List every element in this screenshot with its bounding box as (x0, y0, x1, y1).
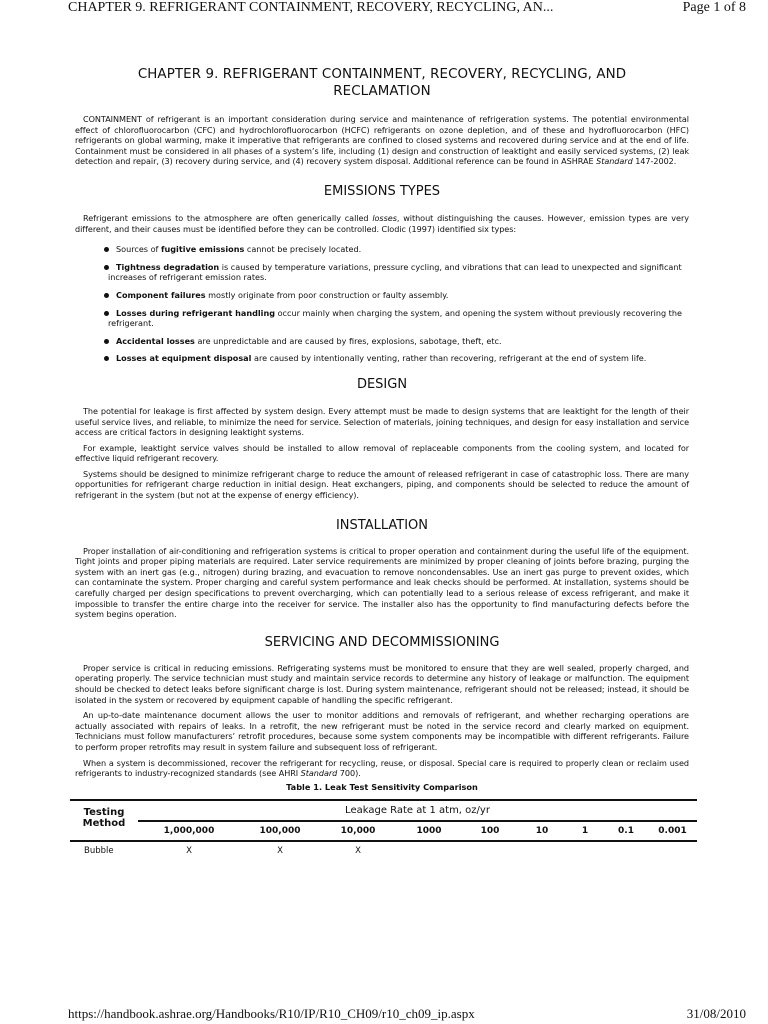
emission-types-list (75, 244, 689, 364)
chapter-title-line2: RECLAMATION (333, 84, 431, 99)
chapter-title (75, 66, 689, 100)
print-header (68, 0, 746, 18)
servicing-heading: SERVICING AND DECOMMISSIONING (264, 634, 500, 650)
testing-method-header: Testing Method (82, 806, 126, 829)
design-heading: DESIGN (356, 376, 408, 392)
emission-type-item: Losses at equipment disposal are caused by intentionally venting, rather than recovering, refrigerant at the end of system life. (75, 353, 689, 364)
leakage-rate-header: Leakage Rate at 1 atm, oz/yr (138, 800, 697, 821)
sensitivity-cell: X (186, 846, 192, 857)
table-row (70, 841, 697, 861)
design-paragraph-1: The potential for leakage is first affected by system design. Every attempt must be made to design systems that are leaktight for the length of their useful service lives, and reliable, to minimize the need for service. Selection of materials, joining techniques, and design for easy installation and service access are critical factors in designing leaktight systems. (75, 405, 689, 438)
bullet-icon (104, 247, 109, 252)
table-title: Table 1. Leak Test Sensitivity Comparison (286, 781, 478, 792)
chapter-title-line1: CHAPTER 9. REFRIGERANT CONTAINMENT, RECOVERY, RECYCLING, AND (137, 67, 627, 82)
bullet-icon (104, 339, 109, 344)
sensitivity-cell: X (277, 846, 283, 857)
bullet-icon (104, 293, 109, 298)
intro-paragraph: CONTAINMENT of refrigerant is an important consideration during service and maintenance of refrigeration systems. The potential environmental effect of chlorofluorocarbon (CFC) and hydrochlorofluorocarbon (HCFC) refrigerants on ozone depletion, and of these and hydrofluorocarbon (HFC) refrigerants on global warming, make it imperative that refrigerants are confined to closed systems and recovered during service and at the end of life. Containment must be considered in all phases of a system’s life, including (1) design and construction of leaktight and easily serviced systems, (2) leak detection and repair, (3) recovery during service, and (4) recovery system disposal. Additional reference can be found in ASHRAE Standard 147-2002. (75, 114, 689, 167)
bullet-icon (104, 311, 109, 316)
servicing-paragraph-3: When a system is decommissioned, recover the refrigerant for recycling, reuse, or disposal. Special care is required to properly clean or reclaim used refrigerants to industry-recognized standards (see AHRI Standard 700). (75, 757, 689, 779)
leakage-rate-column-header: 10 (535, 825, 549, 836)
sensitivity-cell (604, 841, 648, 861)
servicing-paragraph-2: An up-to-date maintenance document allows the user to monitor additions and removals of refrigerant, and whether recharging operations are actually associated with repairs of leaks. In a retrofit, the new refrigerant must be noted in the service record and clearly marked on equipment. Technicians must follow manufacturers’ retrofit procedures, because some system components may be incompatible with different refrigerants. Failure to perform proper retrofits may result in system failure and subsequent loss of refrigerant. (75, 710, 689, 752)
sensitivity-cell (566, 841, 604, 861)
leakage-rate-columns (70, 821, 697, 841)
leakage-rate-column-header: 1000 (416, 825, 442, 836)
sensitivity-cell (396, 841, 462, 861)
emission-type-item: Tightness degradation is caused by temperature variations, pressure cycling, and vibrations that can lead to unexpected and significant increases of refrigerant emission rates. (75, 262, 689, 283)
emission-type-item: Sources of fugitive emissions cannot be precisely located. (75, 244, 689, 255)
emissions-paragraph: Refrigerant emissions to the atmosphere are often generically called losses, without distinguishing the causes. However, emission types are very different, and their causes must be identified before they can be controlled. Clodic (1997) identified six types: (75, 212, 689, 234)
installation-heading: INSTALLATION (335, 517, 429, 533)
print-footer (68, 1006, 746, 1024)
bullet-icon (104, 356, 109, 361)
design-paragraph-2: For example, leaktight service valves should be installed to allow removal of replaceable components from the cooling system, and located for effective liquid refrigerant recovery. (75, 442, 689, 464)
leakage-rate-column-header: 100,000 (259, 825, 301, 836)
emissions-heading: EMISSIONS TYPES (323, 183, 441, 199)
sensitivity-cell: X (355, 846, 361, 857)
emission-type-item: Component failures mostly originate from poor construction or faulty assembly. (75, 290, 689, 301)
print-header-title: CHAPTER 9. REFRIGERANT CONTAINMENT, RECOVERY, RECYCLING, AN... (68, 0, 554, 15)
sensitivity-cell (648, 841, 697, 861)
print-header-page: Page 1 of 8 (682, 0, 746, 15)
servicing-paragraph-1: Proper service is critical in reducing emissions. Refrigerating systems must be monitored to ensure that they are well sealed, properly charged, and operating properly. The service technician must study and maintain service records to determine any history of leakage or malfunction. The equipment should be checked to detect leaks before significant charge is lost. During system maintenance, refrigerant should not be released; instead, it should be isolated in the system or recovered by equipment capable of handling the specific refrigerant. (75, 662, 689, 705)
leak-test-table (70, 799, 697, 861)
emission-type-item: Accidental losses are unpredictable and are caused by fires, explosions, sabotage, theft, etc. (75, 336, 689, 347)
print-date: 31/08/2010 (686, 1006, 746, 1021)
leakage-rate-column-header: 0.1 (618, 825, 634, 836)
installation-paragraph: Proper installation of air-conditioning and refrigeration systems is critical to proper operation and containment during the useful life of the equipment. Tight joints and proper piping materials are required. Later service requirements are minimized by proper cleaning of joints before brazing, purging the system with an inert gas (e.g., nitrogen) during brazing, and evacuation to remove noncondensables. Use an inert gas purge to prevent oxides, which can contaminate the system. Proper charging and careful system performance and leak checks should be performed. At installation, systems should be carefully charged per design specifications to prevent overcharging, which can potentially lead to a serious release of excess refrigerant, and make it impossible to transfer the entire charge into the receiver for service. The installer also has the opportunity to find manufacturing defects before the system begins operation. (75, 545, 689, 620)
document-body (75, 66, 689, 861)
leakage-rate-column-header: 10,000 (340, 825, 376, 836)
sensitivity-cell (462, 841, 518, 861)
bullet-icon (104, 265, 109, 270)
leakage-rate-column-header: 1 (581, 825, 589, 836)
sensitivity-cell (518, 841, 566, 861)
design-paragraph-3: Systems should be designed to minimize refrigerant charge to reduce the amount of released refrigerant in case of catastrophic loss. There are many opportunities for refrigerant charge reduction in initial design. Heat exchangers, piping, and components should be selected to reduce the amount of refrigerant in the system (but not at the expense of energy efficiency). (75, 468, 689, 501)
leakage-rate-column-header: 0.001 (658, 825, 687, 836)
leakage-rate-column-header: 100 (480, 825, 500, 836)
emission-type-item: Losses during refrigerant handling occur mainly when charging the system, and opening the system without previously recovering the refrigerant. (75, 308, 689, 329)
leakage-rate-column-header: 1,000,000 (163, 825, 215, 836)
page-url[interactable]: https://handbook.ashrae.org/Handbooks/R10/IP/R10_CH09/r10_ch09_ip.aspx (68, 1006, 475, 1021)
testing-method-cell: Bubble (84, 846, 114, 857)
